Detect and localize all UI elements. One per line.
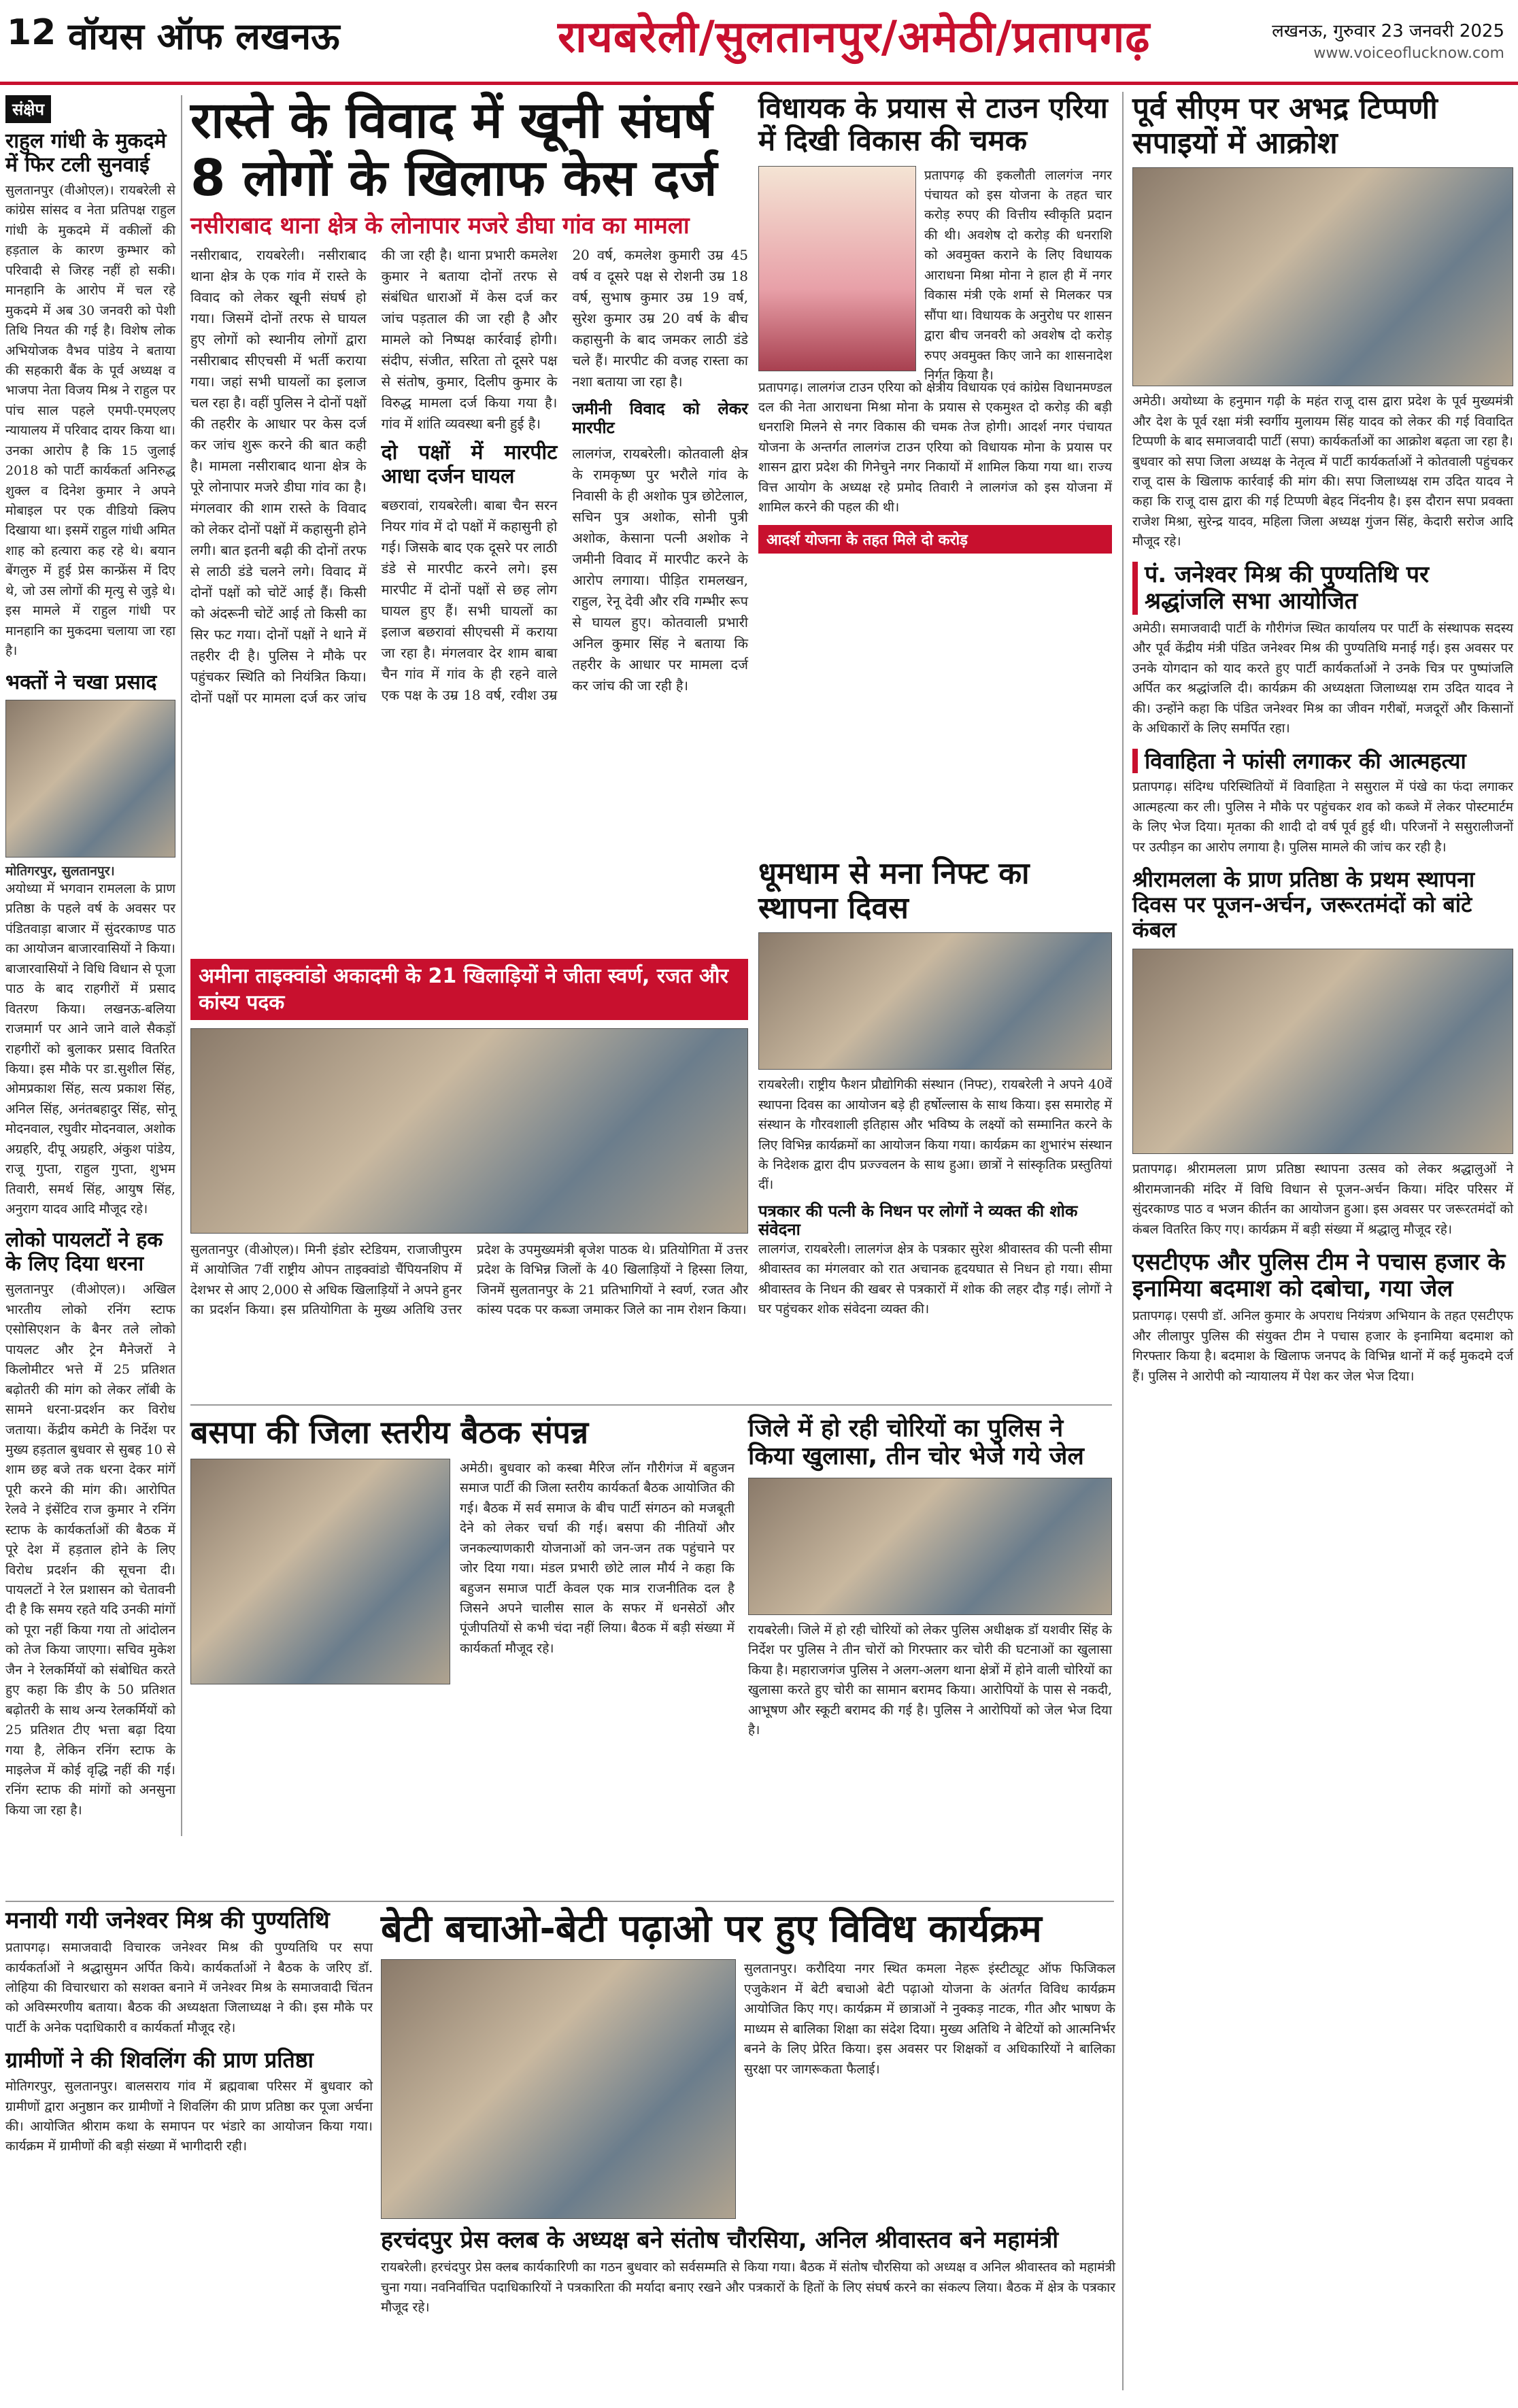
theft-photo [748,1478,1112,1615]
date-line: लखनऊ, गुरुवार 23 जनवरी 2025 [1272,21,1504,41]
mla-body: प्रतापगढ़। लालगंज टाउन एरिया को क्षेत्रीय विधायक एवं कांग्रेस विधानमण्डल दल की नेता आराधना मिश्रा मोना के प्रयास से एकमुश्त दो करोड़ की बड़ी धनराशि मिलने से नगर विकास की चमक तेज होगी। आदर्श नगर पंचायत योजना के अन्तर्गत लालगंज टाउन एरिया को विधायक मोना के प्रयास पर शासन द्वारा प्रदेश की गिनेचुने नगर निकायों में शामिल किया गया था। राज्य वित्त आयोग के अध्यक्ष रहे प्रमोद तिवारी ने लालगंज को इस योजना में शामिल करने की पहल की थी। [758,379,1112,515]
lead-subhead-3: जमीनी विवाद को लेकर मारपीट [572,398,748,437]
shraddha-headline: पं. जनेश्वर मिश्र की पुण्यतिथि पर श्रद्धांजलि सभा आयोजित [1132,562,1513,615]
bsp-body: अमेठी। बुधवार को कस्बा मैरिज लॉन गौरीगंज में बहुजन समाज पार्टी की जिला स्तरीय कार्यकर्ता बैठक आयोजित की गई। बैठक में सर्व समाज के बीच पार्टी संगठन को मजबूती देने को लेकर चर्चा की गई। बसपा की नीतियों और जनकल्याणकारी योजनाओं को जन-जन तक पहुंचाने पर जोर दिया गया। मंडल प्रभारी छोटे लाल मौर्य ने कहा कि बहुजन समाज पार्टी केवल एक मात्र राजनीतिक दल है जिसने अपने चालीस साल के सफर में धनसेठों और पूंजीपतियों से कभी चंदा नहीं लिया। बैठक में बड़ी संख्या में कार्यकर्ता मौजूद रहे। [460,1460,735,1656]
nift-body: रायबरेली। राष्ट्रीय फैशन प्रौद्योगिकी संस्थान (निफ्ट), रायबरेली ने अपने 40वें स्थापना दिवस का आयोजन बड़े ही हर्षोल्लास के साथ किया। इस समारोह में संस्थान के गौरवशाली इतिहास और भविष्य के लक्ष्यों को सम्मानित करने के लिए विभिन्न कार्यक्रमों का आयोजन किया गया। कार्यक्रम का शुभारंभ संस्थान के निदेशक द्वारा दीप प्रज्ज्वलन के साथ हुआ। छात्रों ने सांस्कृतिक प्रस्तुतियां दीं। [758,1077,1112,1193]
nift-sub-body: लालगंज, रायबरेली। लालगंज क्षेत्र के पत्रकार सुरेश श्रीवास्तव की पत्नी सीमा श्रीवास्तव का मंगलवार को रात अचानक हृदयघात से निधन हो गया। सीमा श्रीवास्तव के निधन की खबर से पत्रकारों में शोक की लहर दौड़ गई। लोगों ने घर पहुंचकर शोक संवेदना व्यक्त की। [758,1242,1112,1317]
nift-photo [758,932,1112,1070]
gram-body: मोतिगरपुर, सुलतानपुर। बालसराय गांव में ब्रह्मवाबा परिसर में बुधवार को ग्रामीणों द्वारा अनुष्ठान कर ग्रामीणों ने शिवलिंग की प्राण प्रतिष्ठा कर पूजा अर्चना की। आयोजित श्रीराम कथा के समापन पर भंडारे का आयोजन किया गया। कार्यक्रम में ग्रामीणों की बड़ी संख्या में भागीदारी रही। [5,2079,373,2154]
lead-body [190,245,748,925]
beti-body: सुलतानपुर। करौदिया नगर स्थित कमला नेहरू इंस्टीट्यूट ऑफ फिजिकल एजुकेशन में बेटी बचाओ बेटी पढ़ाओ योजना के अंतर्गत विविध कार्यक्रम आयोजित किए गए। कार्यक्रम में छात्राओं ने नुक्कड़ नाटक, गीत और भाषण के माध्यम से बालिका शिक्षा का संदेश दिया। मुख्य अतिथि ने बेटियों को आत्मनिर्भर बनने के लिए प्रेरित किया। इस अवसर पर शिक्षकों व अधिकारियों ने बालिका सुरक्षा पर जागरूकता फैलाई। [744,1961,1115,2077]
lead-subhead: नसीराबाद थाना क्षेत्र के लोनापार मजरे डीघा गांव का मामला [190,212,690,240]
taekwondo-photo [190,1028,748,1234]
paper-name: वॉयस ऑफ लखनऊ [68,15,340,58]
lead-story [190,92,748,949]
lead-body-text: नसीराबाद, रायबरेली। नसीराबाद थाना क्षेत्र के एक गांव में रास्ते के विवाद को लेकर खूनी संघर्ष हो गया। जिसमें दोनों तरफ से घायल हुए लोगों को स्थानीय लोगों द्वारा नसीराबाद सीएचसी में भर्ती कराया गया। जहां सभी घायलों का इलाज चल रहा है। वहीं पुलिस ने दोनों पक्षों की तहरीर के आधार पर केस दर्ज कर जांच शुरू करने की बात कही है। मामला नसीराबाद थाना क्षेत्र के पूरे लोनापार मजरे डीघा गांव का है। मंगलवार की शाम रास्ते के विवाद को लेकर दोनों पक्षों में कहासुनी होने लगी। बात इतनी बढ़ी की दोनों तरफ से लाठी डंडे चलने लगे। विवाद में दोनों पक्षों को चोटें आई हैं। किसी को अंदरूनी चोटें आई तो किसी का सिर फट गया। दोनों पक्षों ने थाने में तहरीर दी है। पुलिस ने मौके पर पहुंचकर स्थिति को नियंत्रित किया। दोनों पक्षों पर मामला दर्ज कर जांच की जा रही है। थाना प्रभारी कमलेश कुमार ने बताया दोनों तरफ से संबंधित धाराओं में केस दर्ज कर जांच पड़ताल की जा रही है और मामले को निष्पक्ष कार्रवाई होगी। संदीप, संजीत, सरिता तो दूसरे पक्ष से संतोष, कुमार, दिलीप कुमार के विरुद्ध मामला दर्ज किया गया है। गांव में शांति व्यवस्था बनी हुई है। [190,247,558,707]
page-number: 12 [7,12,56,53]
website: www.voiceoflucknow.com [1313,45,1504,62]
masthead [0,0,1518,85]
lead-headline-1: रास्ते के विवाद में खूनी संघर्ष [190,91,713,150]
bsp-photo [190,1459,450,1684]
club-body: रायबरेली। हरचंदपुर प्रेस क्लब कार्यकारिणी का गठन बुधवार को सर्वसम्मति से किया गया। बैठक में संतोष चौरसिया को अध्यक्ष व अनिल श्रीवास्तव को महामंत्री चुना गया। नवनिर्वाचित पदाधिकारियों ने पत्रकारिता की मर्यादा बनाए रखने और पत्रकारों के हितों के लिए संघर्ष करने का संकल्प लिया। बैठक में क्षेत्र के पत्रकार मौजूद रहे। [381,2260,1115,2316]
ram-body: प्रतापगढ़। श्रीरामलला प्राण प्रतिष्ठा स्थापना उत्सव को लेकर श्रद्धालुओं ने श्रीरामजानकी मंदिर में विधि विधान से पूजन-अर्चन किया। मंदिर परिसर में सुंदरकाण्ड पाठ व भजन कीर्तन का आयोजन हुआ। इस अवसर पर जरूरतमंदों को कंबल वितरित किए गए। कार्यक्रम में बड़ी संख्या में श्रद्धालु मौजूद रहे। [1132,1161,1513,1237]
stf-body: प्रतापगढ़। एसपी डॉ. अनिल कुमार के अपराध नियंत्रण अभियान के तहत एसटीएफ और लीलापुर पुलिस की संयुक्त टीम ने पचास हजार के इनामिया बदमाश को गिरफ्तार किया है। बदमाश के खिलाफ जनपद के विभिन्न थानों में कई मुकदमे दर्ज हैं। पुलिस ने आरोपी को न्यायालय में पेश कर जेल भेज दिया। [1132,1308,1513,1384]
theft-body: रायबरेली। जिले में हो रही चोरियों को लेकर पुलिस अधीक्षक डॉ यशवीर सिंह के निर्देश पर पुलिस ने तीन चोरों को गिरफ्तार कर चोरी की घटनाओं का खुलासा किया है। महाराजगंज पुलिस ने अलग-अलग थाना क्षेत्रों में होने वाली चोरियों का खुलासा करते हुए चोरी का सामान बरामद किया। आरोपियों के पास से नकदी, आभूषण और स्कूटी बरामद की गई है। पुलिस ने आरोपियों को जेल भेज दिया है। [748,1622,1112,1737]
pcm-headline: पूर्व सीएम पर अभद्र टिप्पणी सपाइयों में आक्रोश [1132,91,1438,160]
divider [5,1901,1114,1902]
taekwondo-body: सुलतानपुर (वीओएल)। मिनी इंडोर स्टेडियम, राजाजीपुरम में आयोजित 7वीं राष्ट्रीय ओपन ताइक्वांडो चैंपियनशिप में देशभर से आए 2,000 से अधिक खिलाड़ियों ने अपने हुनर का प्रदर्शन किया। इस प्रतियोगिता के मुख्य अतिथि उत्तर प्रदेश के उपमुख्यमंत्री बृजेश पाठक थे। प्रतियोगिता में उत्तर प्रदेश के विभिन्न जिलों के 40 खिलाड़ियों ने हिस्सा लिया, जिनमें सुलतानपुर के 21 प्रतिभागियों ने स्वर्ण, रजत और कांस्य पदक पर कब्जा जमाकर जिले का नाम रोशन किया। [190,1242,748,1318]
mla-headline: विधायक के प्रयास से टाउन एरिया में दिखी विकास की चमक [758,91,1108,158]
beti-story [381,1907,1115,2397]
divider [181,95,182,1836]
ram-photo [1132,949,1513,1154]
nift-headline: धूमधाम से मना निफ्ट का स्थापना दिवस [758,856,1030,926]
nift-story [758,857,1112,1394]
bsp-story [190,1414,735,1890]
mla-story [758,92,1112,847]
mla-photo [758,166,916,371]
suicide-body: प्रतापगढ़। संदिग्ध परिस्थितियों में विवाहिता ने ससुराल में पंखे का फंदा लगाकर आत्महत्या कर ली। पुलिस ने मौके पर पहुंचकर शव को कब्जे में लेकर पोस्टमार्टम के लिए भेज दिया। मृतका की शादी दो वर्ष पूर्व हुई थी। परिजनों ने ससुरालीजनों पर उत्पीड़न का आरोप लगाया है। पुलिस मामले की जांच कर रही है। [1132,779,1513,855]
lead-body-text-2: बछरावां, रायबरेली। बाबा चैन सरन नियर गांव में दो पक्षों में कहासुनी हो गई। जिसके बाद एक दूसरे पर लाठी डंडे से मारपीट करने लगे। इस मारपीट में दोनों पक्षों से छह लोग घायल हुए हैं। सभी घायलों का इलाज बछरावां सीएचसी में कराया जा रहा है। मंगलवार देर शाम बाबा चैन गांव में गांव के ही रहने वाले एक पक्ष के उम्र 18 वर्ष, रवीश उम्र 20 वर्ष, कमलेश कुमारी उम्र 45 वर्ष व दूसरे पक्ष से रोशनी उम्र 18 वर्ष, सुभाष कुमार उम्र 19 वर्ष, सुरेश कुमार उम्र 20 वर्ष के बीच कहासुनी के बाद जमकर लाठी डंडे चले हैं। मारपीट की वजह रास्ता का नशा बताया जा रहा है। [381,247,748,704]
gram-headline: ग्रामीणों ने की शिवलिंग की प्राण प्रतिष्ठा [5,2047,314,2073]
pcm-body: अमेठी। अयोध्या के हनुमान गढ़ी के महंत राजू दास द्वारा प्रदेश के पूर्व मुख्यमंत्री और देश के पूर्व रक्षा मंत्री स्वर्गीय मुलायम सिंह यादव को लेकर की गई विवादित टिप्पणी के बाद समाजवादी पार्टी (सपा) कार्यकर्ताओं का आक्रोश बढ़ता जा रहा है। बुधवार को सपा जिला अध्यक्ष के नेतृत्व में पार्टी कार्यकर्ताओं ने कोतवाली पहुंचकर राजू दास के खिलाफ कार्रवाई की मांग की। सपा जिलाध्यक्ष राम उदित यादव ने कहा कि राजू दास द्वारा की गई टिप्पणी बेहद निंदनीय है। इस दौरान सपा प्रवक्ता राजेश मिश्रा, सुरेन्द्र यादव, महिला जिला अध्यक्ष गुंजन सिंह, केदारी सरोज आदि मौजूद रहे। [1132,394,1513,549]
lead-body-text-3: लालगंज, रायबरेली। कोतवाली क्षेत्र के रामकृष्ण पुर भरौले गांव के निवासी के ही अशोक पुत्र छोटेलाल, सचिन पुत्र अशोक, सोनी पुत्री अशोक, केसाना पत्नी अशोक ने जमीनी विवाद में मारपीट करने के आरोप लगाया। पीड़ित रामलखन, राहुल, रेनू देवी और रवि गम्भीर रूप से घायल हुए। कोतवाली प्रभारी अनिल कुमार सिंह ने बताया कि तहरीर के आधार पर मामला दर्ज कर जांच की जा रही है। [572,445,748,694]
sidebar-story-1-body: सुलतानपुर (वीओएल)। रायबरेली से कांग्रेस सांसद व नेता प्रतिपक्ष राहुल गांधी के मुकदमे में वकीलों की हड़ताल के कारण कुम्भार को परिवादी से जिरह नहीं हो सकी। मानहानि के आरोप में चल रहे मुकदमे में अब 30 जनवरी को पेशी तिथि नियत की गई है। विशेष लोक अभियोजक वैभव पांडेय ने बताया की सहकारी बैंक के पूर्व अध्यक्ष व भाजपा नेता विजय मिश्र ने राहुल पर पांच साल पहले एमपी-एमएलए न्यायालय में परिवाद दायर किया था। उनका आरोप है कि 15 जुलाई 2018 को पार्टी कार्यकर्ता अनिरुद्ध शुक्ल व दिनेश कुमार ने अपने मोबाइल पर एक वीडियो क्लिप दिखाया था। इसमें राहुल गांधी अमित शाह को हत्यारा कह रहे थे। बयान बेंगलुरु में हुई प्रेस कान्फ्रेंस में दिए थे, जो उस लोगों की मृत्यु से जुड़े थे। इस मामले में राहुल गांधी पर मानहानि का मुकदमा चलाया जा रहा है। [5,183,175,659]
nift-subhead: पत्रकार की पत्नी के निधन पर लोगों ने व्यक्त की शोक संवेदना [758,1201,1078,1240]
sidebar-story-2-body: अयोध्या में भगवान रामलला के प्राण प्रतिष्ठा के पहले वर्ष के अवसर पर पंडितवाड़ा बाजार में सुंदरकाण्ड पाठ का आयोजन बाजारवासियों ने किया। बाजारवासियों ने विधि विधान से पूजा पाठ के बाद राहगीरों में प्रसाद वितरण किया। लखनऊ-बलिया राजमार्ग पर आने जाने वाले सैकड़ों राहगीरों को बुलाकर प्रसाद वितरित किया। इस मौके पर डा.सुशील सिंह, ओमप्रकाश सिंह, सत्य प्रकाश सिंह, अनिल सिंह, अनंतबहादुर सिंह, सोनू मोदनवाल, रघुवीर मोदनवाल, अशोक अग्रहरि, दीपू अग्रहरि, अंकुश पांडेय, राजू गुप्ता, राहुल गुप्ता, शुभम तिवारी, समर्थ सिंह, आयुष सिंह, अनुराग यादव आदि मौजूद रहे। [5,881,175,1217]
sidebar-story-1-title: राहुल गांधी के मुकदमे में फिर टली सुनवाई [5,129,167,177]
lead-headline-2: 8 लोगों के खिलाफ केस दर्ज [190,149,718,208]
shraddha-body: अमेठी। समाजवादी पार्टी के गौरीगंज स्थित कार्यालय पर पार्टी के संस्थापक सदस्य और पूर्व केंद्रीय मंत्री पंडित जनेश्वर मिश्र की पुण्यतिथि मनाई गई। इस अवसर पर उनके योगदान को याद करते हुए पार्टी कार्यकर्ताओं ने उनके चित्र पर पुष्पांजलि अर्पित कर श्रद्धांजलि दी। कार्यक्रम की अध्यक्षता जिलाध्यक्ष राम उदित यादव ने की। उन्होंने कहा कि पंडित जनेश्वर मिश्र का जीवन गरीबों, मजदूरों और किसानों के अधिकारों के लिए समर्पित रहा। [1132,620,1513,736]
sidebar-story-3-title: लोको पायलटों ने हक के लिए दिया धरना [5,1228,163,1276]
janeshwar-story [5,1907,373,2397]
mla-body-2: प्रतापगढ़ की इकलौती लालगंज नगर पंचायत को इस योजना के तहत चार करोड़ रुपए की वित्तीय स्वीकृति प्रदान की थी। अवशेष दो करोड़ की धनराशि को अवमुक्त कराने के लिए विधायक आराधना मिश्रा मोना ने हाल ही में नगर विकास मंत्री एके शर्मा से मिलकर पत्र सौंपा था। विधायक के अनुरोध पर शासन द्वारा बीच जनवरी को अवशेष दो करोड़ रुपए अवमुक्त किए जाने का शासनादेश निर्गत किया है। [924,167,1112,383]
theft-story [748,1414,1112,1890]
ram-headline: श्रीरामलला के प्राण प्रतिष्ठा के प्रथम स्थापना दिवस पर पूजन-अर्चन, जरूरतमंदों को बांटे कंबल [1132,866,1475,943]
sidebar [5,95,175,1836]
pcm-photo [1132,167,1513,386]
taekwondo-headline: अमीना ताइक्वांडो अकादमी के 21 खिलाड़ियों ने जीता स्वर्ण, रजत और कांस्य पदक [190,959,748,1020]
mla-quote: आदर्श योजना के तहत मिले दो करोड़ [758,525,1112,554]
beti-headline: बेटी बचाओ-बेटी पढ़ाओ पर हुए विविध कार्यक्रम [381,1907,1042,1951]
lead-subhead-2: दो पक्षों में मारपीट आधा दर्जन घायल [381,441,558,488]
taekwondo-story [190,959,748,1394]
janeshwar-headline: मनायी गयी जनेश्वर मिश्र की पुण्यतिथि [5,1907,330,1934]
club-headline: हरचंदपुर प्रेस क्लब के अध्यक्ष बने संतोष चौरसिया, अनिल श्रीवास्तव बने महामंत्री [381,2226,1059,2254]
temple-photo [5,700,175,858]
suicide-headline: विवाहिता ने फांसी लगाकर की आत्महत्या [1132,749,1513,774]
janeshwar-body: प्रतापगढ़। समाजवादी विचारक जनेश्वर मिश्र की पुण्यतिथि पर सपा कार्यकर्ताओं ने श्रद्धासुमन अर्पित किये। कार्यकर्ताओं ने बैठक के जरिए डॉ. लोहिया की विचारधारा को सशक्त बनाने में जनेश्वर मिश्र के समाजवादी चिंतन को अविस्मरणीय बताया। बैठक की अध्यक्षता जिलाध्यक्ष ने की। इस मौके पर पार्टी के अनेक पदाधिकारी व कार्यकर्ता मौजूद रहे। [5,1940,373,2035]
beti-photo [381,1959,736,2219]
divider [190,1404,1112,1406]
theft-headline: जिले में हो रही चोरियों का पुलिस ने किया खुलासा, तीन चोर भेजे गये जेल [748,1414,1084,1471]
sidebar-label: संक्षेप [5,95,51,123]
sidebar-story-3-body: सुलतानपुर (वीओएल)। अखिल भारतीय लोको रनिंग स्टाफ एसोसिएशन के बैनर तले लोको पायलट और ट्रेन मैनेजरों ने किलोमीटर भत्ते में 25 प्रतिशत बढ़ोतरी की मांग को लेकर लॉबी के सामने धरना-प्रदर्शन कर विरोध जताया। केंद्रीय कमेटी के निर्देश पर मुख्य हड़ताल बुधवार से सुबह 10 से शाम छह बजे तक धरना देकर मांगें पूरी करने की मांग की। आरोपित रेलवे ने इंसेंटिव राज कुमार ने रनिंग स्टाफ के कार्यकर्ताओं की बैठक में पूरे देश में हड़ताल होने के लिए विरोध प्रदर्शन की सूचना दी। पायलटों ने रेल प्रशासन को चेतावनी दी है कि समय रहते यदि उनकी मांगों को पूरा नहीं किया गया तो आंदोलन को तेज किया जाएगा। सचिव मुकेश जैन ने रेलकर्मियों को संबोधित करते हुए कहा कि डीए के 50 प्रतिशत बढ़ोतरी के साथ अन्य रेलकर्मियों को 25 प्रतिशत टीए भत्ता बढ़ा दिया गया है, लेकिन रनिंग स्टाफ के माइलेज में कोई वृद्धि नहीं की गई। रनिंग स्टाफ की मांगों को अनसुना किया जा रहा है। [5,1282,175,1818]
stf-headline: एसटीएफ और पुलिस टीम ने पचास हजार के इनामिया बदमाश को दबोचा, गया जेल [1132,1249,1506,1303]
right-column [1132,92,1513,2397]
section-title: रायबरेली/सुलतानपुर/अमेठी/प्रतापगढ़ [558,12,1151,63]
sidebar-story-2-byline: मोतिगरपुर, सुलतानपुर। [5,864,115,879]
divider [1122,92,1124,2390]
sidebar-story-2-title: भक्तों ने चखा प्रसाद [5,670,157,694]
bsp-headline: बसपा की जिला स्तरीय बैठक संपन्न [190,1414,589,1451]
